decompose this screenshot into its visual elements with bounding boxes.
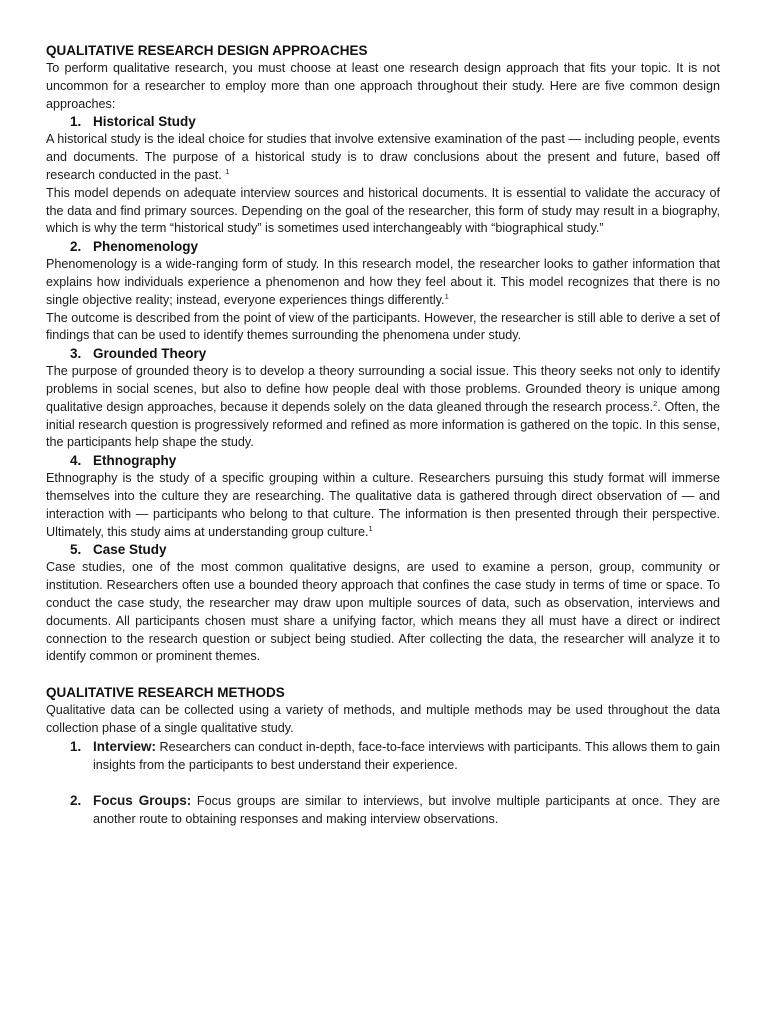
- approach-number: 3.: [70, 346, 82, 362]
- phenomenology-paragraph-1: [46, 256, 720, 309]
- method-text: Focus groups are similar to interviews, but involve multiple participants at once. They are another route to obtaining responses and making interview observations.: [93, 794, 720, 827]
- paragraph-text: Phenomenology is a wide-ranging form of study. In this research model, the researcher looks to gather information that explains how individuals experience a phenomenon and how they feel about it. This model recognizes that there is no single objective reality; instead, everyone experiences things differently.: [46, 257, 720, 307]
- methods-intro-paragraph: Qualitative data can be collected using a variety of methods, and multiple methods may be used throughout the data collection phase of a single qualitative study.: [46, 703, 720, 735]
- paragraph-text: The purpose of grounded theory is to develop a theory surrounding a social issue. This theory seeks not only to identify problems in social scenes, but also to define how people deal with those problems. Grounded theory is unique among qualitative design approaches, because it depends solely on the data gleaned through the research process.: [46, 364, 720, 414]
- method-text: Researchers can conduct in-depth, face-to-face interviews with participants. This allows them to gain insights from the participants to best understand their experience.: [93, 739, 720, 772]
- approach-heading-phenomenology: [70, 238, 720, 256]
- paragraph-text: A historical study is the ideal choice for studies that involve extensive examination of the past — including people, events and documents. The purpose of a historical study is to draw conclusions about the present and future, based off research conducted in the past.: [46, 132, 720, 182]
- approach-title: Case Study: [93, 542, 167, 558]
- paragraph-text: . Often, the initial research question is progressively reformed and refined as more information is gathered on the topic. In this sense, the participants help shape the study.: [46, 399, 720, 450]
- design-intro-paragraph: To perform qualitative research, you must choose at least one research design approach that fits your topic. It is not uncommon for a researcher to employ more than one approach throughout their study. Here are five common design approaches:: [46, 61, 720, 111]
- grounded-theory-paragraph: [46, 363, 720, 452]
- approach-title: Ethnography: [93, 453, 177, 469]
- approach-number: 5.: [70, 542, 82, 558]
- historical-paragraph-1: [46, 131, 720, 184]
- method-number: 1.: [70, 738, 82, 754]
- method-label: Focus Groups:: [93, 793, 192, 809]
- item-spacer: [46, 774, 720, 792]
- approach-title: Historical Study: [93, 114, 196, 130]
- approach-heading-grounded-theory: [70, 345, 720, 363]
- method-number: 2.: [70, 793, 82, 809]
- method-item-focus-groups: [70, 792, 720, 829]
- approach-number: 4.: [70, 453, 82, 469]
- footnote-marker: 2: [653, 398, 658, 408]
- approach-number: 2.: [70, 239, 82, 255]
- method-item-interview: [70, 738, 720, 775]
- method-body: [93, 738, 720, 775]
- footnote-marker: 1: [444, 291, 449, 301]
- footnote-marker: 1: [225, 166, 230, 176]
- method-label: Interview:: [93, 738, 157, 754]
- approach-heading-ethnography: [70, 452, 720, 470]
- historical-paragraph-2: This model depends on adequate interview sources and historical documents. It is essential to validate the accuracy of the data and find primary sources. Depending on the goal of the researcher, this form of study may result in a biography, which is why the term “historical study” is sometimes used interchangeably with “biographical study.”: [46, 185, 720, 236]
- approach-number: 1.: [70, 114, 82, 130]
- approach-title: Grounded Theory: [93, 346, 207, 362]
- case-study-paragraph: Case studies, one of the most common qualitative designs, are used to examine a person, group, community or institution. Researchers often use a bounded theory approach that confines the case study in terms of time or space. To conduct the case study, the researcher may draw upon multiple sources of data, such as observation, interviews and documents. All participants chosen must share a unifying factor, which means they all must have a direct or indirect connection to the research question or subject being studied. After collecting the data, the researcher will analyze it to identify common or prominent themes.: [46, 560, 720, 664]
- approach-heading-case-study: [70, 541, 720, 559]
- paragraph-text: Ethnography is the study of a specific grouping within a culture. Researchers pursuing this study format will immerse themselves into the culture they are researching. The qualitative data is gathered through direct observation of — and interaction with — participants who belong to that culture. The information is then presented through their perspective. Ultimately, this study aims at understanding group culture.: [46, 471, 720, 539]
- approach-heading-historical: [70, 113, 720, 131]
- phenomenology-paragraph-2: The outcome is described from the point of view of the participants. However, the researcher is still able to derive a set of findings that can be used to identify themes surrounding the phenomena under study.: [46, 310, 720, 343]
- footnote-marker: 1: [368, 523, 373, 533]
- ethnography-paragraph: [46, 470, 720, 541]
- approach-title: Phenomenology: [93, 239, 199, 255]
- design-approaches-title: QUALITATIVE RESEARCH DESIGN APPROACHES: [46, 43, 368, 58]
- method-body: [93, 792, 720, 829]
- section-spacer: [46, 666, 720, 684]
- research-methods-title: QUALITATIVE RESEARCH METHODS: [46, 685, 285, 701]
